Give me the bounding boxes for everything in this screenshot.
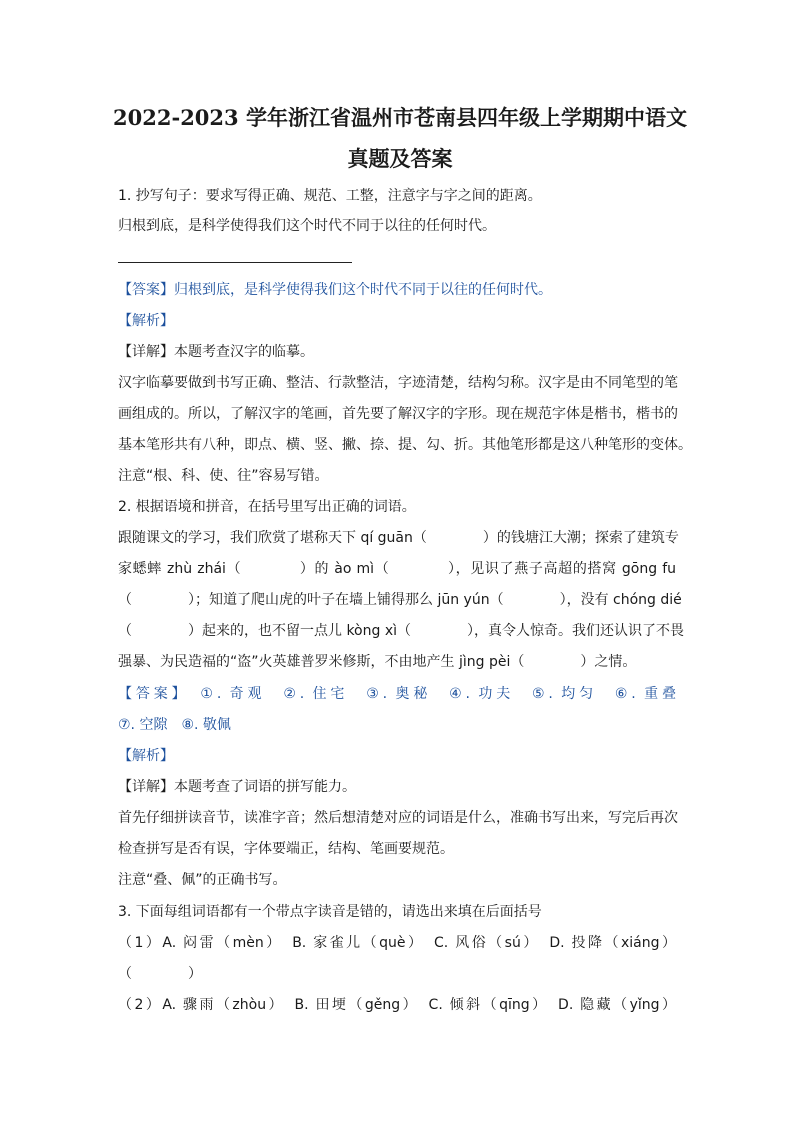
question-1-sentence: 归根到底，是科学使得我们这个时代不同于以往的任何时代。 [118, 218, 496, 234]
paragraph-line: 画组成的。所以，了解汉字的笔画，首先要了解汉字的字形。现在规范字体是楷书，楷书的 [118, 406, 678, 422]
paragraph-line: 注意“叠、佩”的正确书写。 [118, 872, 287, 888]
question-2-prompt: 2. 根据语境和拼音，在括号里写出正确的词语。 [118, 499, 416, 515]
page-subtitle: 真题及答案 [347, 146, 453, 171]
question-2-text: 强暴、为民造福的“盗”火英雄普罗米修斯，不由地产生 jìng pèi（ ）之情。 [118, 654, 637, 670]
question-1-prompt: 1. 抄写句子：要求写得正确、规范、工整，注意字与字之间的距离。 [118, 188, 542, 204]
question-3-item-2: （2）A. 骤雨（zhòu） B. 田埂（gěng） C. 倾斜（qīng） D. 隐藏（yǐng） [118, 997, 676, 1013]
paragraph-line: 注意“根、科、使、往”容易写错。 [118, 468, 329, 484]
answer-1: 【答案】归根到底，是科学使得我们这个时代不同于以往的任何时代。 [118, 282, 552, 298]
question-3-item-1-blank: （ ） [118, 966, 202, 982]
paragraph-line: 汉字临摹要做到书写正确、整洁、行款整洁，字迹清楚，结构匀称。汉字是由不同笔型的笔 [118, 375, 678, 391]
question-2-text: 家蟋蟀 zhù zhái（ ）的 ào mì（ ），见识了燕子高超的搭窝 gōng fu [118, 561, 676, 577]
answer-blank-line [118, 262, 352, 263]
question-3-prompt: 3. 下面每组词语都有一个带点字读音是错的，请选出来填在后面括号 [118, 904, 542, 920]
detail-1: 【详解】本题考查汉字的临摹。 [118, 344, 314, 360]
question-2-text: （ ）；知道了爬山虎的叶子在墙上铺得那么 jūn yún（ ），没有 chóng dié [118, 592, 682, 608]
analysis-label: 【解析】 [118, 313, 174, 329]
analysis-label: 【解析】 [118, 748, 174, 764]
question-3-item-1: （1）A. 闷雷（mèn） B. 家雀儿（què） C. 风俗（sú） D. 投降（xiáng） [118, 935, 676, 951]
question-2-text: （ ）起来的，也不留一点儿 kòng xì（ ），真令人惊奇。我们还认识了不畏 [118, 623, 685, 639]
page-title: 2022-2023 学年浙江省温州市苍南县四年级上学期期中语文 [113, 105, 687, 130]
answer-2-cont: ⑦. 空隙 ⑧. 敬佩 [118, 717, 231, 733]
paragraph-line: 首先仔细拼读音节，读准字音；然后想清楚对应的词语是什么，准确书写出来，写完后再次 [118, 810, 678, 826]
question-2-text: 跟随课文的学习，我们欣赏了堪称天下 qí guān（ ）的钱塘江大潮；探索了建筑专 [118, 530, 679, 546]
paragraph-line: 检查拼写是否有误，字体要端正，结构、笔画要规范。 [118, 841, 454, 857]
answer-2: 【答案】 ①. 奇观 ②. 住宅 ③. 奥秘 ④. 功夫 ⑤. 均匀 ⑥. 重叠 [118, 686, 676, 702]
detail-2: 【详解】本题考查了词语的拼写能力。 [118, 779, 356, 795]
paragraph-line: 基本笔形共有八种，即点、横、竖、撇、捺、提、勾、折。其他笔形都是这八种笔形的变体。 [118, 437, 692, 453]
